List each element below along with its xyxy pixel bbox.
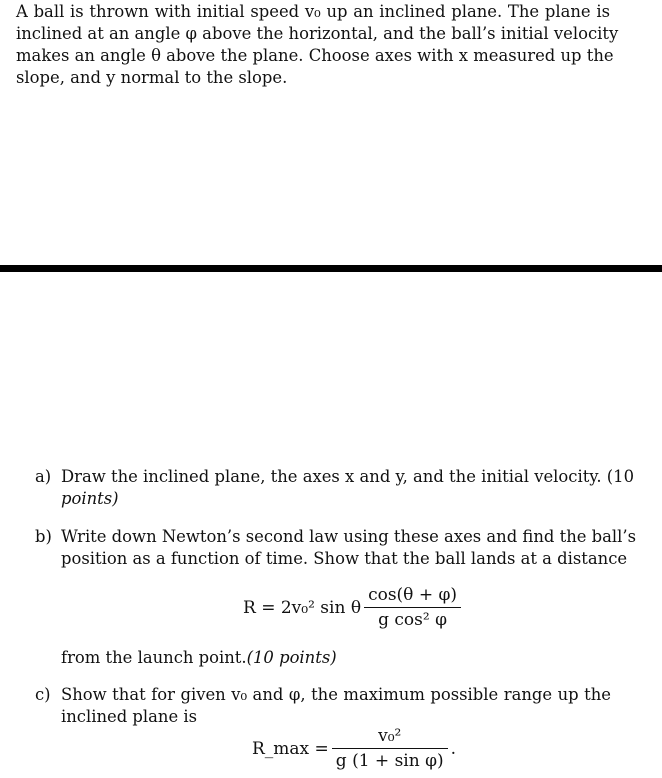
part-b-line: Write down Newton’s second law using these axes and find the ball’s [61,527,637,546]
problem-statement-line: makes an angle θ above the plane. Choose axes with x measured up the [16,46,614,65]
max-range-equation-fraction [332,726,448,771]
range-equation-fraction [364,585,461,630]
part-b-line: position as a function of time. Show that the ball lands at a distance [61,549,628,568]
max-range-equation-numerator: v₀² [378,726,402,746]
part-b-marker: b) [35,527,52,546]
part-b-note [61,647,337,669]
range-equation-lhs: R = 2v₀² sin θ [243,597,362,618]
problem-statement-line: inclined at an angle φ above the horizontal, and the ball’s initial velocity [16,24,619,43]
range-equation [243,585,464,630]
max-range-equation-period: . [450,738,457,759]
part-c-line: inclined plane is [61,707,198,726]
part-b [35,526,637,570]
range-equation-numerator: cos(θ + φ) [368,585,457,605]
part-b-points: (10 points) [246,648,337,667]
problem-statement [16,1,619,89]
range-equation-denominator: g cos² φ [378,610,447,630]
part-a-line: Draw the inclined plane, the axes x and y, and the initial velocity. (10 [61,467,635,486]
max-range-equation-denominator: g (1 + sin φ) [335,751,444,771]
problem-statement-line: slope, and y normal to the slope. [16,68,288,87]
max-range-equation-lhs: R_max = [252,738,329,759]
part-b-note-text: from the launch point. [61,648,247,667]
section-divider [0,265,662,272]
part-c [35,684,611,728]
max-range-equation [252,726,456,771]
part-c-line: Show that for given v₀ and φ, the maximum possible range up the [61,685,611,704]
part-c-marker: c) [35,685,51,704]
part-a-marker: a) [35,467,52,486]
part-a [35,466,635,510]
part-a-points: points) [61,489,119,508]
problem-statement-line: A ball is thrown with initial speed v₀ up an inclined plane. The plane is [16,2,610,21]
